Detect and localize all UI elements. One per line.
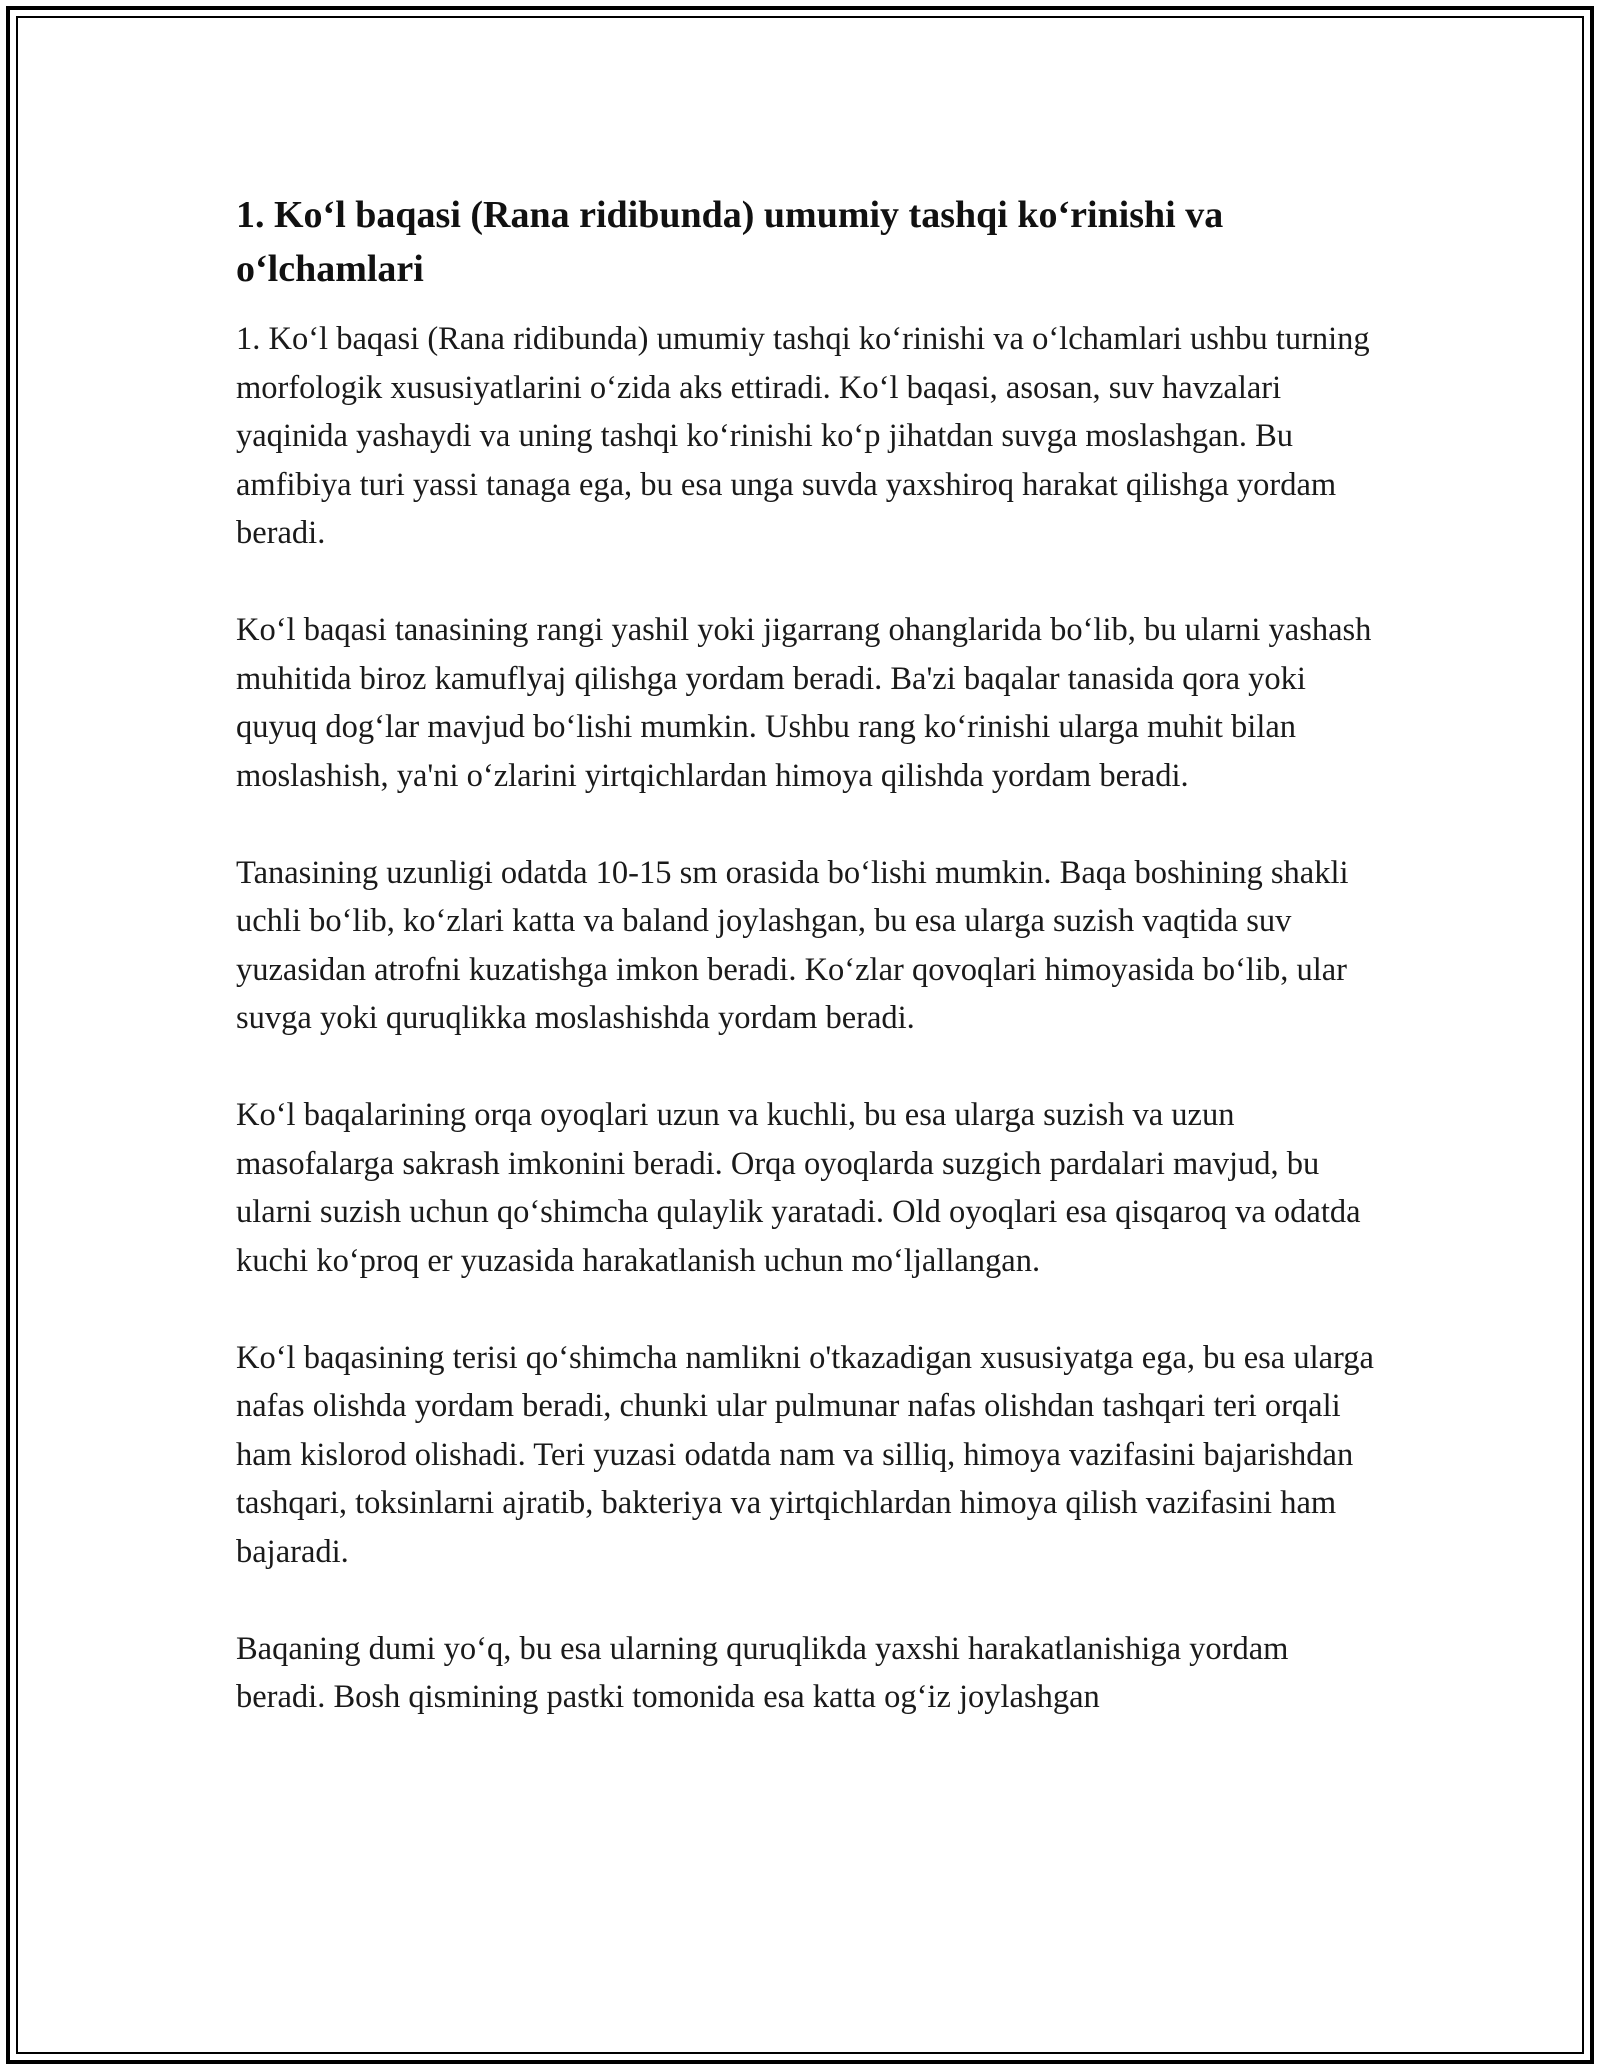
section-heading: 1. Ko‘l baqasi (Rana ridibunda) umumiy tashqi ko‘rinishi va o‘lchamlari [236,194,1224,290]
document-body [236,188,1376,1722]
paragraph-coloration: Ko‘l baqasi tanasining rangi yashil yoki jigarrang ohanglarida bo‘lib, bu ularni yashash muhitida biroz kamuflyaj qilishga yordam beradi. Ba'zi baqalar tanasida qora yoki quyuq dog‘lar mavjud bo‘lishi mumkin. Ushbu rang ko‘rinishi ularga muhit bilan moslashish, ya'ni o‘zlarini yirtqichlardan himoya qilishda yordam beradi. [236,612,1372,794]
paragraph-skin: Ko‘l baqasining terisi qo‘shimcha namlikni o'tkazadigan xususiyatga ega, bu esa ularga nafas olishda yordam beradi, chunki ular pulmunar nafas olishdan tashqari teri orqali ham kislorod olishadi. Teri yuzasi odatda nam va silliq, himoya vazifasini bajarishdan tashqari, toksinlarni ajratib, bakteriya va yirtqichlardan himoya qilish vazifasini ham bajaradi. [236,1339,1374,1570]
paragraph-intro: 1. Ko‘l baqasi (Rana ridibunda) umumiy tashqi ko‘rinishi va o‘lchamlari ushbu turning morfologik xususiyatlarini o‘zida aks ettiradi. Ko‘l baqasi, asosan, suv havzalari yaqinida yashaydi va uning tashqi ko‘rinishi ko‘p jihatdan suvga moslashgan. Bu amfibiya turi yassi tanaga ega, bu esa unga suvda yaxshiroq harakat qilishga yordam beradi. [236,321,1370,551]
paragraph-legs: Ko‘l baqalarining orqa oyoqlari uzun va kuchli, bu esa ularga suzish va uzun masofalarga sakrash imkonini beradi. Orqa oyoqlarda suzgich pardalari mavjud, bu ularni suzish uchun qo‘shimcha qulaylik yaratadi. Old oyoqlari esa qisqaroq va odatda kuchi ko‘proq er yuzasida harakatlanish uchun mo‘ljallangan. [236,1097,1361,1279]
paragraph-size-head: Tanasining uzunligi odatda 10-15 sm orasida bo‘lishi mumkin. Baqa boshining shakli uchli bo‘lib, ko‘zlari katta va baland joylashgan, bu esa ularga suzish vaqtida suv yuzasidan atrofni kuzatishga imkon beradi. Ko‘zlar qovoqlari himoyasida bo‘lib, ular suvga yoki quruqlikka moslashishda yordam beradi. [236,854,1349,1036]
paragraph-tail-mouth: Baqaning dumi yo‘q, bu esa ularning quruqlikda yaxshi harakatlanishiga yordam beradi. Bosh qismining pastki tomonida esa katta og‘iz joylashgan [236,1630,1289,1715]
